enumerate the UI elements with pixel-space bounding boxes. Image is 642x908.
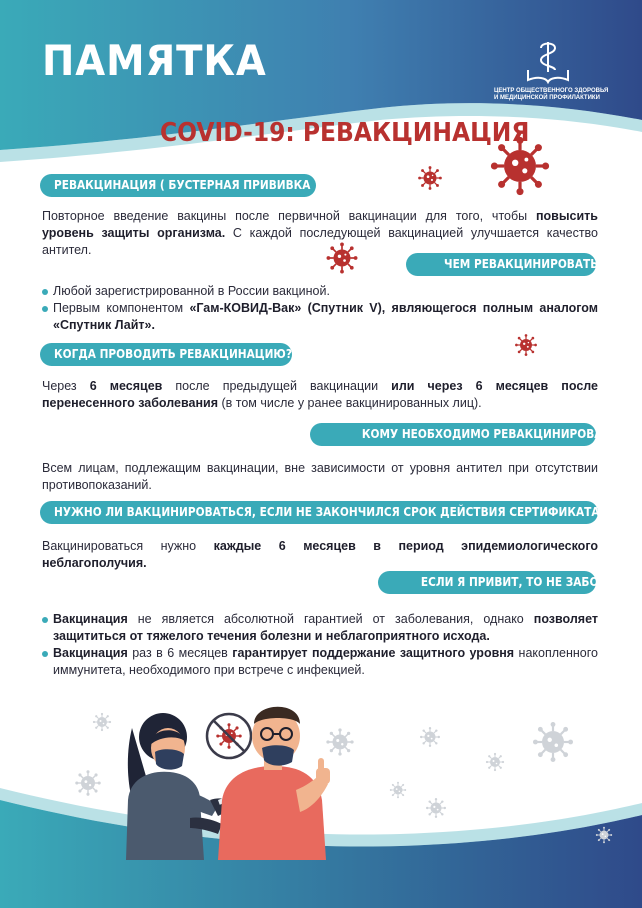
headline: COVID-19: РЕВАКЦИНАЦИЯ [160, 118, 530, 148]
section-text-certificate: Вакцинироваться нужно каждые 6 месяцев в период эпидемиологического неблагополучия. [42, 539, 598, 570]
section-label-will-i-get-sick: ЕСЛИ Я ПРИВИТ, ТО НЕ ЗАБОЛЕЮ? [378, 571, 596, 594]
section-label-when: КОГДА ПРОВОДИТЬ РЕВАКЦИНАЦИЮ? [40, 343, 292, 366]
section-label-who: КОМУ НЕОБХОДИМО РЕВАКЦИНИРОВАТЬСЯ? [310, 423, 596, 446]
virus-icon [596, 827, 612, 843]
section-label-which-vaccine: ЧЕМ РЕВАКЦИНИРОВАТЬСЯ? [406, 253, 596, 276]
section-label-revaccination: РЕВАКЦИНАЦИЯ ( БУСТЕРНАЯ ПРИВИВКА ) [40, 174, 316, 197]
list-item: Первым компонентом «Гам-КОВИД-Вак» (Спутник V), являющегося полным аналогом «Спутник Лайт». [42, 300, 598, 334]
virus-icon [515, 334, 537, 356]
section-label-certificate: НУЖНО ЛИ ВАКЦИНИРОВАТЬСЯ, ЕСЛИ НЕ ЗАКОНЧИЛСЯ СРОК ДЕЙСТВИЯ СЕРТИФИКАТА? [40, 501, 598, 524]
virus-icon [390, 782, 406, 798]
virus-icon [326, 728, 353, 755]
page-title: ПАМЯТКА [42, 36, 267, 85]
virus-icon [486, 753, 504, 771]
virus-icon [418, 166, 442, 190]
virus-icon [533, 722, 573, 762]
section-text-which-vaccine [42, 283, 598, 334]
no-virus-icon [207, 714, 251, 758]
virus-icon [420, 727, 440, 747]
virus-icon [426, 798, 446, 818]
list-item: Любой зарегистрированной в России вакциной. [42, 283, 598, 300]
list-item: Вакцинация раз в 6 месяцев гарантирует поддержание защитного уровня накопленного иммунитета, необходимого при встрече с инфекцией. [42, 645, 598, 679]
virus-icon [75, 770, 100, 795]
list-item: Вакцинация не является абсолютной гарантией от заболевания, однако позволяет защититься от тяжелого течения болезни и неблагоприятного исхода. [42, 611, 598, 645]
section-text-who: Всем лицам, подлежащим вакцинации, вне зависимости от уровня антител при отсутствии противопоказаний. [42, 461, 598, 492]
section-text-when: Через 6 месяцев после предыдущей вакцинации или через 6 месяцев после перенесенного заболевания (в том числе у ранее вакцинированных лиц). [42, 379, 599, 410]
logo-text: ЦЕНТР ОБЩЕСТВЕННОГО ЗДОРОВЬЯ И МЕДИЦИНСКОЙ ПРОФИЛАКТИКИ [494, 88, 609, 101]
section-text-revaccination: Повторное введение вакцины после первичной вакцинации для того, чтобы повысить уровень защиты организма. С каждой последующей вакцинацией улучшается качество антител. [42, 209, 599, 257]
section-text-will-i-get-sick [42, 611, 598, 679]
virus-icon [93, 713, 111, 731]
